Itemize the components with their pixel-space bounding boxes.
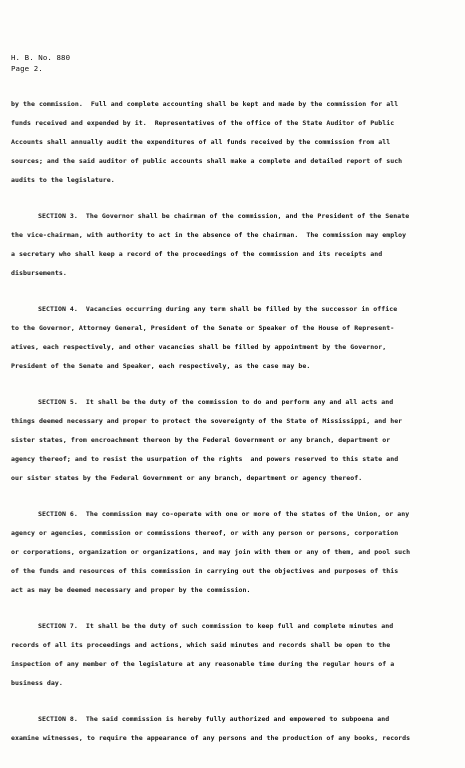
text-line: funds received and expended by it. Representatives of the office of the State Auditor of Public	[11, 119, 395, 127]
section-7	[11, 617, 465, 693]
text-line: business day.	[11, 679, 63, 687]
page-header	[11, 52, 70, 74]
section-6	[11, 505, 465, 600]
text-line: SECTION 8. The said commission is hereby fully authorized and empowered to subpoena and	[38, 715, 390, 723]
text-line: SECTION 4. Vacancies occurring during any term shall be filled by the successor in office	[38, 305, 398, 313]
text-line: by the commission. Full and complete accounting shall be kept and made by the commission for all	[11, 100, 399, 108]
text-line: agency or agencies, commission or commissions thereof, or with any person or persons, corporation	[11, 529, 399, 537]
section-4	[11, 300, 465, 376]
text-line: examine witnesses, to require the appearance of any persons and the production of any books, records	[11, 734, 411, 742]
bill-number: H. B. No. 880	[11, 53, 71, 62]
text-line: atives, each respectively, and other vacancies shall be filled by appointment by the Governor,	[11, 343, 387, 351]
text-line: things deemed necessary and proper to protect the sovereignty of the State of Mississippi, and her	[11, 417, 403, 425]
text-line: inspection of any member of the legislature at any reasonable time during the regular hours of a	[11, 660, 395, 668]
text-line: sister states, from encroachment thereon by the Federal Government or any branch, department or	[11, 436, 391, 444]
section-3	[11, 207, 465, 283]
text-line: of the funds and resources of this commission in carrying out the objectives and purposes of this	[11, 567, 399, 575]
text-line: a secretary who shall keep a record of the proceedings of the commission and its receipts and	[11, 250, 383, 258]
text-line: SECTION 7. It shall be the duty of such commission to keep full and complete minutes and	[38, 622, 394, 630]
text-line: the vice-chairman, with authority to act in the absence of the chairman. The commission may employ	[11, 231, 407, 239]
paragraph-continuation	[11, 95, 465, 190]
text-line: records of all its proceedings and actions, which said minutes and records shall be open to the	[11, 641, 391, 649]
section-8	[11, 710, 465, 748]
text-line: our sister states by the Federal Government or any branch, department or agency thereof.	[11, 474, 363, 482]
text-line: sources; and the said auditor of public accounts shall make a complete and detailed report of such	[11, 157, 403, 165]
text-line: or corporations, organization or organizations, and may join with them or any of them, and pool such	[11, 548, 411, 556]
text-line: agency thereof; and to resist the usurpation of the rights and powers reserved to this state and	[11, 455, 399, 463]
text-line: act as may be deemed necessary and proper by the commission.	[11, 586, 251, 594]
page-number: Page 2.	[11, 64, 43, 73]
text-line: SECTION 3. The Governor shall be chairman of the commission, and the President of the Senate	[38, 212, 410, 220]
document-body	[11, 95, 465, 765]
text-line: audits to the legislature.	[11, 176, 115, 184]
text-line: SECTION 5. It shall be the duty of the commission to do and perform any and all acts and	[38, 398, 394, 406]
text-line: to the Governor, Attorney General, President of the Senate or Speaker of the House of Represent-	[11, 324, 395, 332]
section-5	[11, 393, 465, 488]
text-line: President of the Senate and Speaker, each respectively, as the case may be.	[11, 362, 311, 370]
text-line: Accounts shall annually audit the expenditures of all funds received by the commission from all	[11, 138, 391, 146]
text-line: SECTION 6. The commission may co-operate with one or more of the states of the Union, or any	[38, 510, 410, 518]
text-line: disbursements.	[11, 269, 67, 277]
